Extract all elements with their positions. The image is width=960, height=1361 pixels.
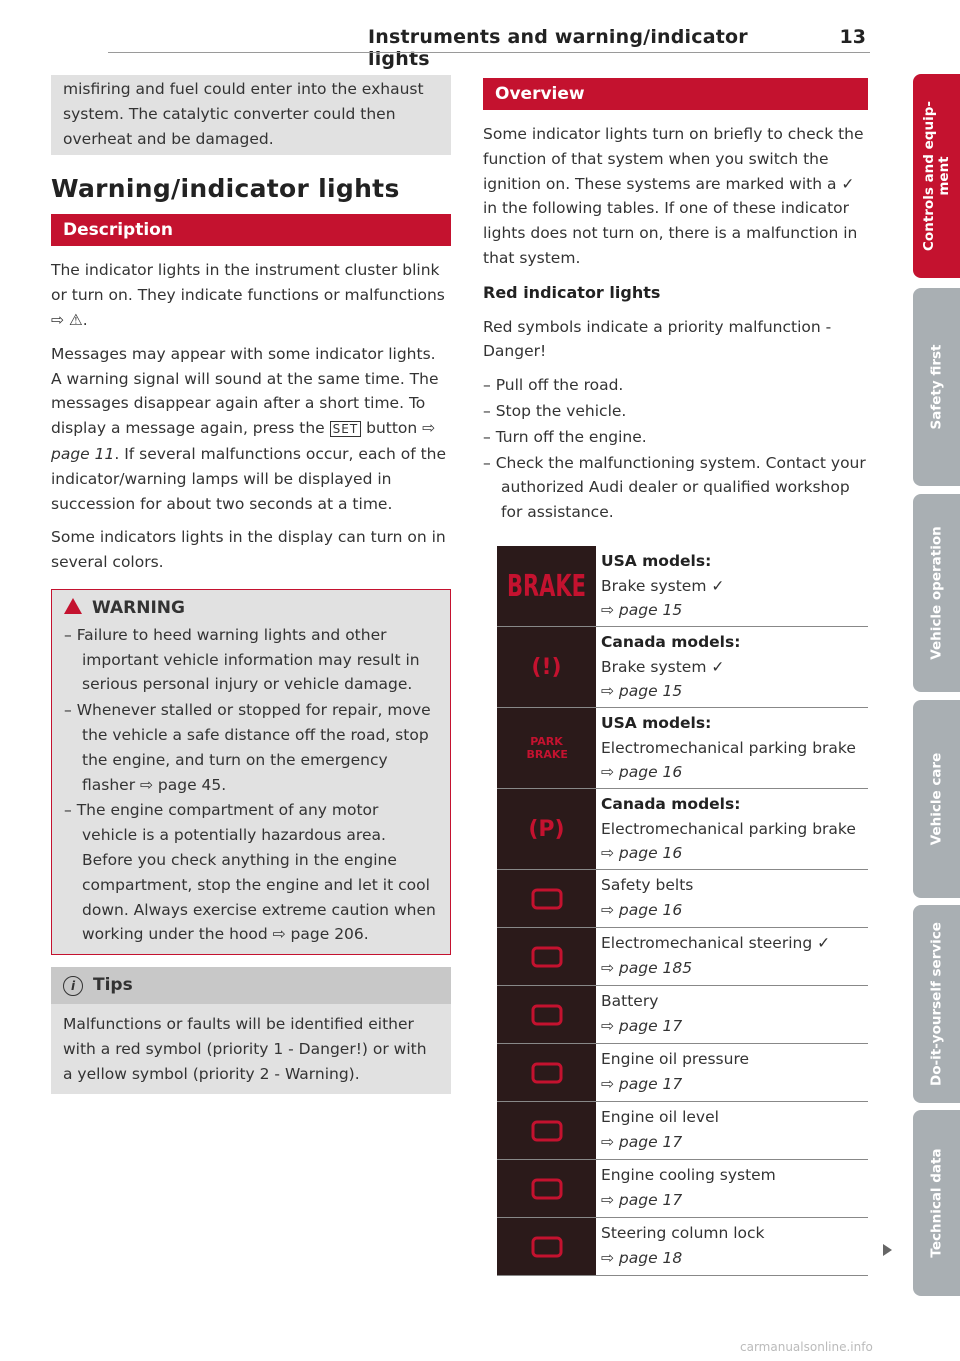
table-row [497,1218,868,1276]
indicator-table [497,546,868,1276]
overview-p1: Some indicator lights turn on briefly to check the function of that system when you switch the ignition on. These systems are marked with a ✓ in the following tables. If one of these indicator lights does not turn on, there is a malfunction in that system. [483,125,864,267]
table-cell [596,708,868,788]
step-item: – Stop the vehicle. [483,399,868,424]
table-row [497,1044,868,1102]
indicator-label: Brake system ✓ [601,657,725,676]
table-cell [596,986,868,1043]
side-tab-label: Vehicle operation [928,526,944,660]
page-number: 13 [839,26,866,48]
side-tab-label: Vehicle care [928,752,944,846]
indicator-label: Battery [601,992,659,1010]
table-row [497,789,868,870]
red-indicator-heading: Red indicator lights [483,282,661,302]
info-icon: i [63,976,83,996]
steering-icon [497,928,596,985]
brake-circle-icon: (!) [497,627,596,707]
side-tab[interactable] [913,74,960,278]
model-label: USA models: [601,714,712,732]
table-cell [596,1044,868,1101]
steps-list [483,373,868,525]
side-tab-label: Do-it-yourself service [928,922,944,1086]
side-tab-label: Safety first [928,344,944,430]
page-header [368,22,870,70]
model-label: Canada models: [601,795,741,813]
table-row [497,708,868,789]
table-cell [596,928,868,985]
warning-body [52,623,450,954]
indicator-label: Electromechanical parking brake [601,819,856,838]
page-ref-link[interactable]: ⇨ page 16 [601,763,683,781]
description-p1: The indicator lights in the instrument cluster blink or turn on. They indicate functions or malfunctions ⇨ ⚠. [51,261,445,329]
battery-icon [497,986,596,1043]
oil-pressure-icon [497,1044,596,1101]
step-item: – Turn off the engine. [483,425,868,450]
table-row [497,928,868,986]
table-row [497,986,868,1044]
side-tab[interactable] [913,905,960,1103]
park-brake-circle-icon: (P) [497,789,596,869]
brake-text-icon: BRAKE [497,546,596,626]
page-link[interactable]: page 11 [51,444,115,463]
table-cell [596,789,868,869]
intro-box [51,75,451,155]
warning-item: – Failure to heed warning lights and other important vehicle information may result in serious personal injury or vehicle damage. [64,623,438,697]
page-ref-link[interactable]: ⇨ page 16 [601,900,683,919]
table-cell [596,627,868,707]
side-tab[interactable] [913,288,960,486]
warning-item: – Whenever stalled or stopped for repair, move the vehicle a safe distance off the road, stop the engine, and turn on the emergency flasher ⇨ page 45. [64,698,438,797]
indicator-label: Engine oil pressure [601,1050,750,1068]
table-row [497,1102,868,1160]
model-label: USA models: [601,552,712,570]
indicator-label: Electromechanical parking brake [601,738,856,757]
step-item: – Pull off the road. [483,373,868,398]
header-title: Instruments and warning/indicator lights [368,26,748,70]
left-column [51,75,451,1094]
table-row [497,1160,868,1218]
overview-p2: Red symbols indicate a priority malfunction - Danger! [483,317,832,361]
section-title: Warning/indicator lights [51,174,400,204]
oil-level-icon [497,1102,596,1159]
coolant-icon [497,1160,596,1217]
model-label: Canada models: [601,633,741,651]
indicator-label: Brake system ✓ [601,576,725,595]
next-page-arrow-icon[interactable] [883,1244,892,1256]
page-ref-link[interactable]: ⇨ page 185 [601,958,693,977]
indicator-label: Engine cooling system [601,1166,776,1184]
tips-box [51,967,451,1094]
footer-watermark: carmanualsonline.info [740,1340,873,1354]
indicator-label: Safety belts [601,876,694,894]
seatbelt-icon [497,870,596,927]
side-tab-label: Technical data [928,1148,944,1258]
page-ref-link[interactable]: ⇨ page 15 [601,601,683,619]
table-row [497,546,868,627]
description-p2: Messages may appear with some indicator lights. A warning signal will sound at the same time. The messages disappear again after a short time. To display a message again, press the SET button ⇨ page 11. If several malfunctions occur, each of the indicator/warning lamps will be displayed in succession for about two seconds at a time. [51,344,447,513]
table-cell [596,1218,868,1275]
warning-triangle-icon [64,598,82,614]
description-bar: Description [51,214,451,246]
page-ref-link[interactable]: ⇨ page 17 [601,1132,683,1151]
indicator-label: Steering column lock [601,1224,765,1242]
table-cell [596,1102,868,1159]
tips-title: Tips [93,975,133,996]
side-tab[interactable] [913,1110,960,1296]
table-row [497,870,868,928]
description-p3: Some indicators lights in the display can turn on in several colors. [51,528,446,572]
intro-text: misfiring and fuel could enter into the exhaust system. The catalytic converter could then overheat and be damaged. [63,80,424,148]
indicator-label: Engine oil level [601,1108,719,1126]
right-column [483,78,868,526]
indicator-label: Electromechanical steering ✓ [601,934,831,952]
warning-item: – The engine compartment of any motor vehicle is a potentially hazardous area. Before you check anything in the engine compartment, stop the engine and let it cool down. Always exercise extreme caution when working under the hood ⇨ page 206. [64,798,438,947]
table-cell [596,1160,868,1217]
set-button-label: SET [330,421,362,437]
steering-lock-icon [497,1218,596,1275]
page-ref-link[interactable]: ⇨ page 15 [601,682,683,700]
overview-bar: Overview [483,78,868,110]
header-rule [108,52,870,53]
table-row [497,627,868,708]
warning-header [52,590,450,623]
page-ref-link[interactable]: ⇨ page 18 [601,1248,683,1267]
tips-text: Malfunctions or faults will be identified either with a red symbol (priority 1 - Danger!) or with a yellow symbol (priority 2 - Warning). [51,1004,451,1094]
warning-title: WARNING [92,597,185,618]
page-ref-link[interactable]: ⇨ page 17 [601,1074,683,1093]
page-ref-link[interactable]: ⇨ page 17 [601,1190,683,1209]
side-tab-label: Controls and equip- ment [920,101,952,251]
step-item: – Check the malfunctioning system. Contact your authorized Audi dealer or qualified workshop for assistance. [483,451,868,525]
table-cell [596,870,868,927]
park-brake-text-icon: PARK BRAKE [497,708,596,788]
warning-box [51,589,451,955]
page-ref-link[interactable]: ⇨ page 17 [601,1016,683,1035]
tips-header [51,967,451,1004]
page-ref-link[interactable]: ⇨ page 16 [601,844,683,862]
side-tab[interactable] [913,494,960,692]
table-cell [596,546,868,626]
side-tab[interactable] [913,700,960,898]
